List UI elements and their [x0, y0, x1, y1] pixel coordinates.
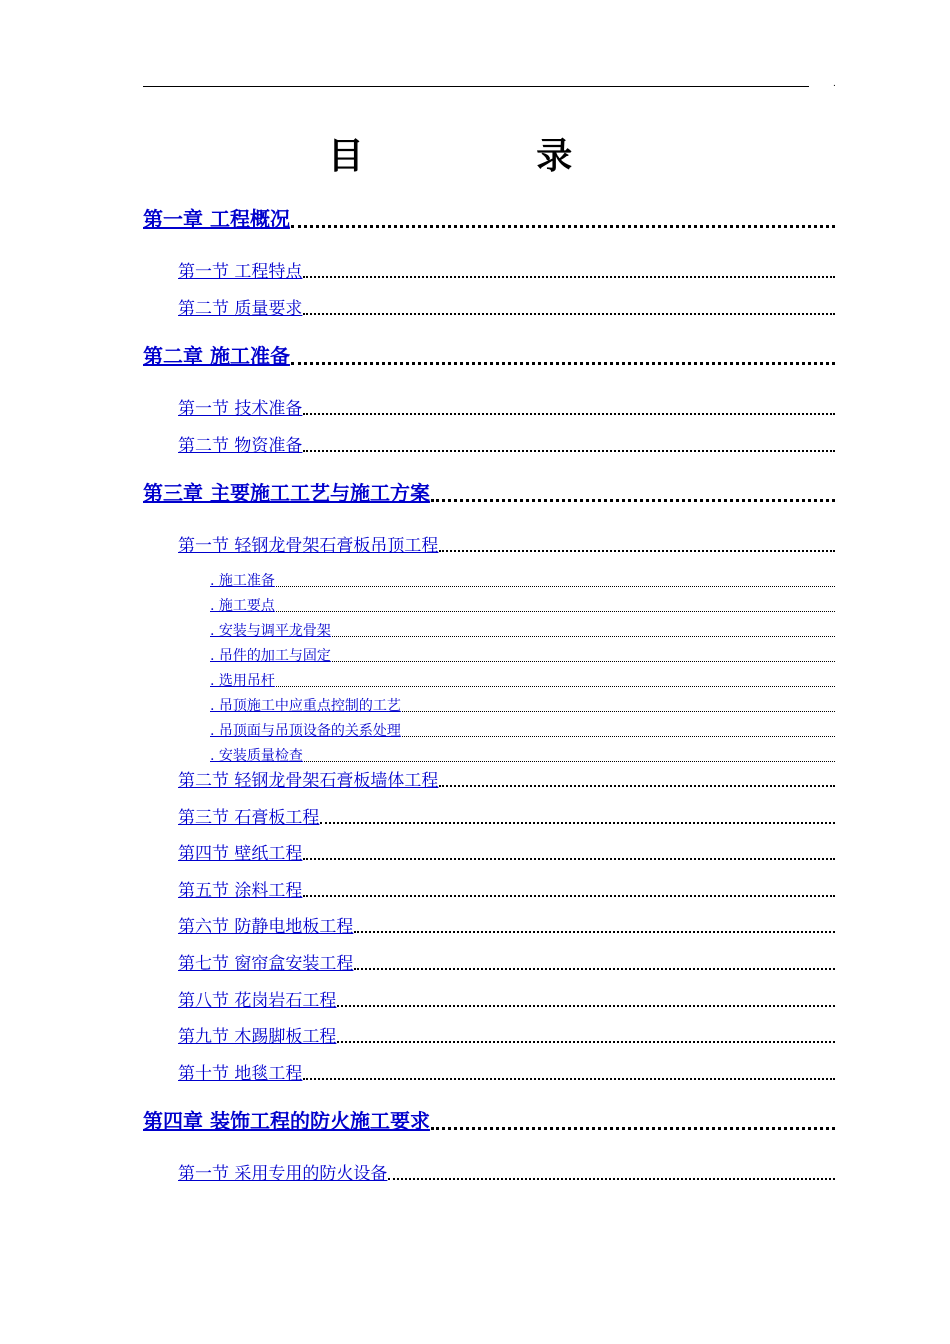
toc-link[interactable]: 第七节 窗帘盒安装工程 [178, 954, 354, 974]
toc-link[interactable]: 第六节 防静电地板工程 [178, 917, 354, 937]
dot-leader [431, 499, 835, 502]
toc-subsection [210, 622, 835, 640]
toc-chapter-2 [143, 345, 835, 369]
dot-leader [439, 785, 835, 787]
dot-leader [303, 895, 835, 897]
dot-leader [402, 711, 835, 712]
toc-section [178, 1062, 835, 1084]
dot-leader [332, 661, 835, 662]
toc-link[interactable]: 第一节 工程特点 [178, 262, 303, 282]
toc-subsection [210, 572, 835, 590]
dot-leader [303, 858, 835, 860]
toc-link[interactable]: . 吊顶面与吊顶设备的关系处理 [210, 723, 401, 739]
toc-chapter-3 [143, 482, 835, 506]
dot-leader [304, 761, 835, 762]
toc-link[interactable]: 第一节 技术准备 [178, 399, 303, 419]
dot-leader [303, 1078, 835, 1080]
dot-leader [276, 686, 835, 687]
toc-section [178, 434, 835, 456]
toc-subsection [210, 672, 835, 690]
toc-section [178, 989, 835, 1011]
dot-leader [291, 225, 835, 228]
toc-link[interactable]: 第三节 石膏板工程 [178, 808, 320, 828]
toc-subsection [210, 597, 835, 615]
toc-chapter-1 [143, 208, 835, 232]
toc-section [178, 806, 835, 828]
toc-subsection [210, 647, 835, 665]
dot-leader [337, 1005, 835, 1007]
toc-section [178, 1025, 835, 1047]
dot-leader [276, 611, 835, 612]
toc-link[interactable]: 第一章 工程概况 [143, 207, 290, 231]
toc-section [178, 534, 835, 556]
toc-subsection [210, 747, 835, 765]
dot-leader [303, 450, 835, 452]
dot-leader [320, 822, 835, 824]
toc-link[interactable]: . 施工要点 [210, 598, 275, 614]
toc-link[interactable]: 第二节 轻钢龙骨架石膏板墙体工程 [178, 771, 439, 791]
toc-chapter-4 [143, 1110, 835, 1134]
toc-link[interactable]: . 吊顶施工中应重点控制的工艺 [210, 698, 401, 714]
toc-link[interactable]: 第八节 花岗岩石工程 [178, 991, 337, 1011]
toc-section [178, 769, 835, 791]
toc-section [178, 879, 835, 901]
toc-section [178, 1162, 835, 1184]
toc-link[interactable]: 第二节 物资准备 [178, 436, 303, 456]
toc-link[interactable]: . 选用吊杆 [210, 673, 275, 689]
toc-link[interactable]: 第九节 木踢脚板工程 [178, 1027, 337, 1047]
toc-link[interactable]: . 安装与调平龙骨架 [210, 623, 331, 639]
toc-section [178, 297, 835, 319]
toc-link[interactable]: 第五节 涂料工程 [178, 881, 303, 901]
toc-section [178, 260, 835, 282]
toc-link[interactable]: 第二节 质量要求 [178, 299, 303, 319]
dot-leader [303, 276, 835, 278]
dot-leader [354, 968, 835, 970]
toc-link[interactable]: . 吊件的加工与固定 [210, 648, 331, 664]
toc-link[interactable]: . 安装质量检查 [210, 748, 303, 764]
toc-section [178, 842, 835, 864]
dot-leader [332, 636, 835, 637]
toc-section [178, 915, 835, 937]
dot-leader [276, 586, 835, 587]
toc-link[interactable]: 第十节 地毯工程 [178, 1064, 303, 1084]
header-mark: . [833, 78, 836, 89]
toc-link[interactable]: 第一节 轻钢龙骨架石膏板吊顶工程 [178, 536, 439, 556]
dot-leader [303, 313, 835, 315]
toc-subsection [210, 697, 835, 715]
toc-link[interactable]: 第三章 主要施工工艺与施工方案 [143, 481, 430, 505]
toc-section [178, 397, 835, 419]
dot-leader [431, 1127, 835, 1130]
dot-leader [439, 550, 835, 552]
dot-leader [337, 1041, 835, 1043]
toc-link[interactable]: 第二章 施工准备 [143, 344, 290, 368]
toc-link[interactable]: 第四节 壁纸工程 [178, 844, 303, 864]
dot-leader [388, 1178, 835, 1180]
dot-leader [303, 413, 835, 415]
dot-leader [402, 736, 835, 737]
toc-link[interactable]: 第一节 采用专用的防火设备 [178, 1164, 388, 1184]
toc-subsection [210, 722, 835, 740]
toc-section [178, 952, 835, 974]
toc-link[interactable]: 第四章 装饰工程的防火施工要求 [143, 1109, 430, 1133]
header-rule [143, 86, 809, 87]
dot-leader [354, 931, 835, 933]
toc-link[interactable]: . 施工准备 [210, 573, 275, 589]
dot-leader [291, 362, 835, 365]
toc-title: 目 录 [327, 136, 653, 177]
